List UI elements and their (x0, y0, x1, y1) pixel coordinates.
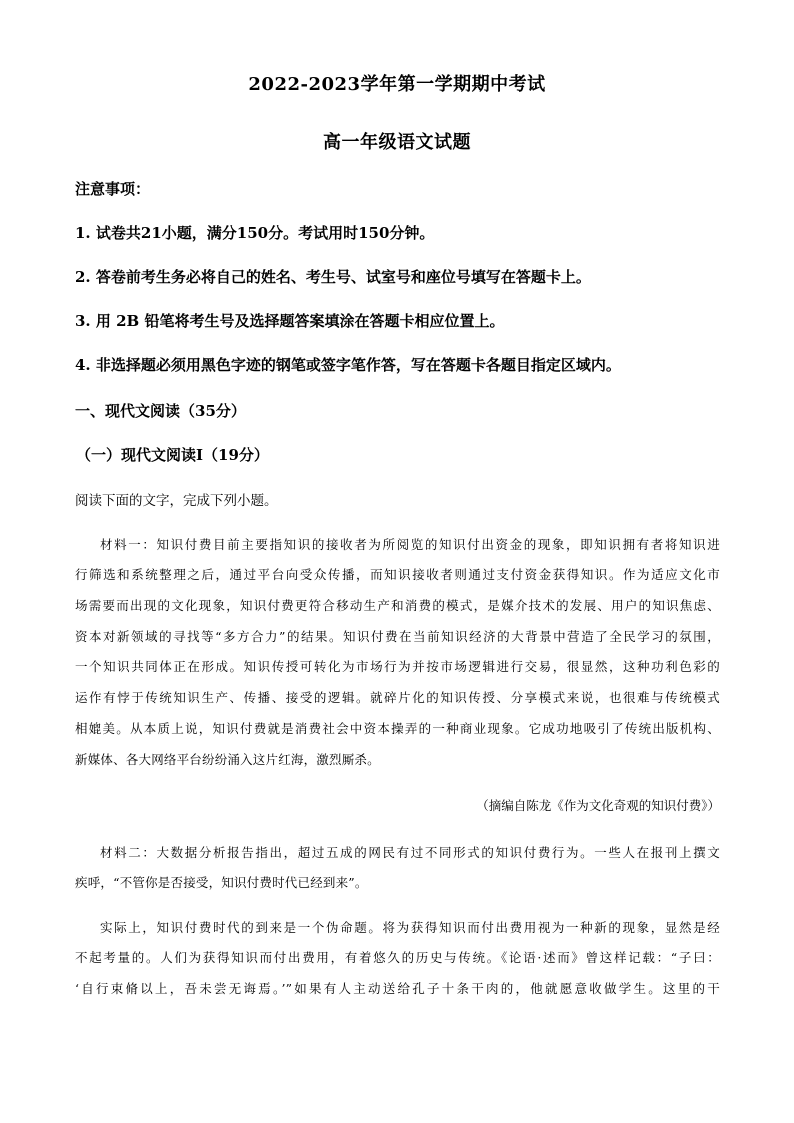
material1-line: 场需要而出现的文化现象，知识付费更符合移动生产和消费的模式，是媒介技术的发展、用户的知识焦虑、 (75, 598, 720, 613)
material1-line: 新媒体、各大网络平台纷纷涌入这片红海，激烈厮杀。 (75, 752, 380, 767)
exam-subtitle: 高一年级语文试题 (323, 132, 471, 153)
material2-line: 疾呼，“不管你是否接受，知识付费时代已经到来”。 (75, 875, 368, 890)
material1-line: 材料一：知识付费目前主要指知识的接收者为所阅览的知识付出资金的现象，即知识拥有者将知识进 (100, 537, 720, 552)
exam-title: 2022-2023学年第一学期期中考试 (248, 74, 546, 95)
paragraph3-line: 实际上，知识付费时代的到来是一个伪命题。将为获得知识而付出费用视为一种新的现象，显然是经 (100, 920, 720, 935)
section-heading: 一、现代文阅读（35分） (75, 402, 246, 420)
material1-line: 资本对新领域的寻找等“多方合力”的结果。知识付费在当前知识经济的大背景中营造了全民学习的氛围， (75, 629, 720, 644)
notice-item-1: 1. 试卷共21小题，满分150分。考试用时150分钟。 (75, 224, 435, 242)
notice-item-3: 3. 用 2B 铅笔将考生号及选择题答案填涂在答题卡相应位置上。 (75, 312, 505, 330)
material1-line: 运作有悖于传统知识生产、传播、接受的逻辑。就碎片化的知识传授、分享模式来说，也很难与传统模式 (75, 690, 720, 705)
notice-item-2: 2. 答卷前考生务必将自己的姓名、考生号、试室号和座位号填写在答题卡上。 (75, 268, 591, 286)
material2-line: 材料二：大数据分析报告指出，超过五成的网民有过不同形式的知识付费行为。一些人在报刊上撰文 (100, 845, 720, 860)
material1-line: 行筛选和系统整理之后，通过平台向受众传播，而知识接收者则通过支付资金获得知识。作为适应文化市 (75, 567, 720, 582)
material1-line: 相媲美。从本质上说，知识付费就是消费社会中资本操弄的一种商业现象。它成功地吸引了传统出版机构、 (75, 721, 720, 736)
material1-line: 一个知识共同体正在形成。知识传授可转化为市场行为并按市场逻辑进行交易，很显然，这种功利色彩的 (75, 659, 720, 674)
reading-instruction: 阅读下面的文字，完成下列小题。 (75, 493, 278, 509)
subsection-heading: （一）现代文阅读Ⅰ（19分） (76, 446, 269, 464)
notice-item-4: 4. 非选择题必须用黑色字迹的钢笔或签字笔作答，写在答题卡各题目指定区域内。 (75, 356, 621, 374)
notice-heading: 注意事项： (75, 180, 151, 198)
material1-source: （摘编自陈龙《作为文化奇观的知识付费》） (476, 798, 720, 813)
paragraph3-line: 不起考量的。人们为获得知识而付出费用，有着悠久的历史与传统。《论语·述而》曾这样记载：“子曰： (75, 950, 720, 965)
paragraph3-line: ‘自行束脩以上，吾未尝无诲焉。’”如果有人主动送给孔子十条干肉的，他就愿意收做学生。这里的干 (75, 981, 720, 996)
